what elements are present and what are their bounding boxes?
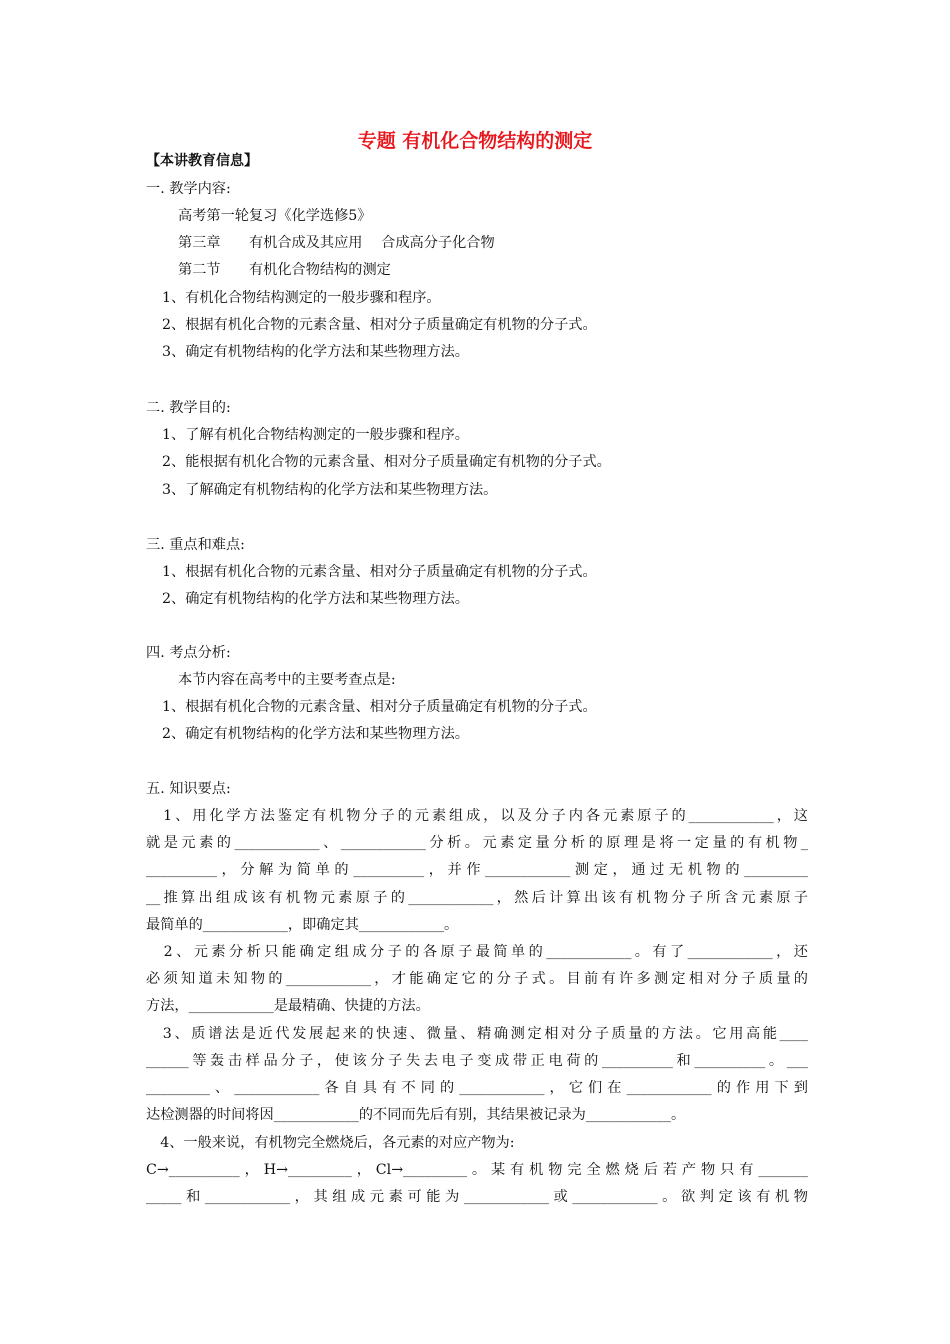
section-1-item: 1、有机化合物结构测定的一般步骤和程序。 bbox=[162, 290, 441, 306]
section-1-item: 2、根据有机化合物的元素含量、相对分子质量确定有机物的分子式。 bbox=[162, 317, 597, 333]
section-5-heading: 五. 知识要点: bbox=[146, 781, 231, 797]
knowledge-line: _____和____________，其组成元素可能为____________或____________。欲判定该有机物 bbox=[146, 1189, 808, 1205]
section-3-item: 1、根据有机化合物的元素含量、相对分子质量确定有机物的分子式。 bbox=[162, 564, 597, 580]
knowledge-line: 3、质谱法是近代发展起来的快速、微量、精确测定相对分子质量的方法。它用高能____ bbox=[146, 1026, 808, 1042]
section-1-line: 高考第一轮复习《化学选修5》 bbox=[178, 208, 372, 224]
knowledge-line: _________、____________各自具有不同的____________，它们在____________的作用下到 bbox=[146, 1080, 808, 1096]
section-1-item: 3、确定有机物结构的化学方法和某些物理方法。 bbox=[162, 344, 469, 360]
knowledge-line: 就是元素的____________、____________分析。元素定量分析的原理是将一定量的有机物_ bbox=[146, 835, 808, 851]
section-1-line: 第二节 有机化合物结构的测定 bbox=[178, 262, 391, 278]
info-header: 【本讲教育信息】 bbox=[146, 153, 258, 169]
knowledge-line: 达检测器的时间将因____________的不同而先后有别，其结果被记录为____________。 bbox=[146, 1107, 686, 1123]
section-2-item: 3、了解确定有机物结构的化学方法和某些物理方法。 bbox=[162, 482, 498, 498]
section-4-heading: 四. 考点分析: bbox=[146, 645, 231, 661]
section-3-item: 2、确定有机物结构的化学方法和某些物理方法。 bbox=[162, 591, 469, 607]
section-1-heading: 一. 教学内容: bbox=[146, 181, 231, 197]
section-3-heading: 三. 重点和难点: bbox=[146, 537, 245, 553]
section-2-item: 1、了解有机化合物结构测定的一般步骤和程序。 bbox=[162, 427, 469, 443]
knowledge-line: 最简单的____________，即确定其____________。 bbox=[146, 917, 459, 933]
knowledge-line: 方法，____________是最精确、快捷的方法。 bbox=[146, 998, 430, 1014]
section-2-item: 2、能根据有机化合物的元素含量、相对分子质量确定有机物的分子式。 bbox=[162, 454, 611, 470]
section-4-intro: 本节内容在高考中的主要考查点是: bbox=[178, 672, 396, 688]
section-1-line: 第三章 有机合成及其应用 合成高分子化合物 bbox=[178, 235, 495, 251]
knowledge-line: 2、元素分析只能确定组成分子的各原子最简单的____________。有了____________，还 bbox=[146, 944, 808, 960]
knowledge-line: __推算出组成该有机物元素原子的____________，然后计算出该有机物分子所含元素原子 bbox=[146, 890, 808, 906]
section-4-item: 2、确定有机物结构的化学方法和某些物理方法。 bbox=[162, 726, 469, 742]
section-2-heading: 二. 教学目的: bbox=[146, 400, 231, 416]
section-4-item: 1、根据有机化合物的元素含量、相对分子质量确定有机物的分子式。 bbox=[162, 699, 597, 715]
knowledge-line: 必须知道未知物的____________，才能确定它的分子式。目前有许多测定相对分子质量的 bbox=[146, 971, 808, 987]
knowledge-line: __________，分解为简单的__________，并作____________测定，通过无机物的_________ bbox=[146, 862, 808, 878]
knowledge-line: ______等轰击样品分子，使该分子失去电子变成带正电荷的__________和__________。___ bbox=[146, 1053, 808, 1069]
knowledge-line: C→__________，H→_________，Cl→_________。某有机物完全燃烧后若产物只有_______ bbox=[146, 1162, 808, 1178]
page-title: 专题 有机化合物结构的测定 bbox=[357, 130, 593, 152]
knowledge-line: 1、用化学方法鉴定有机物分子的元素组成，以及分子内各元素原子的____________，这 bbox=[146, 808, 808, 824]
knowledge-line: 4、一般来说，有机物完全燃烧后，各元素的对应产物为: bbox=[146, 1135, 515, 1151]
